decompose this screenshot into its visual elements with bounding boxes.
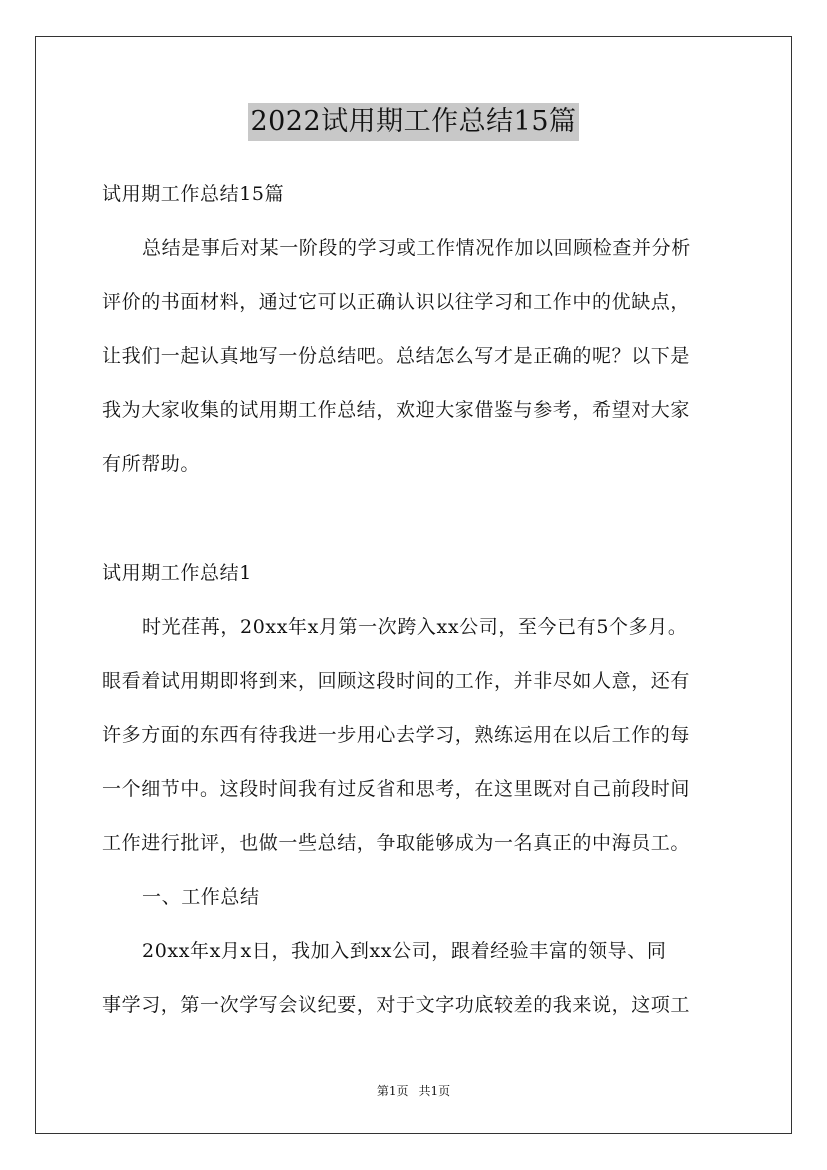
paragraph-line: 评价的书面材料，通过它可以正确认识以往学习和工作中的优缺点，: [102, 291, 691, 313]
paragraph-line: 事学习，第一次学写会议纪要，对于文字功底较差的我来说，这项工: [102, 994, 691, 1016]
paragraph-line: 时光荏苒，20xx年x月第一次跨入xx公司，至今已有5个多月。: [142, 616, 688, 638]
paragraph-line: 眼看着试用期即将到来，回顾这段时间的工作，并非尽如人意，还有: [102, 670, 691, 692]
paragraph-line: 让我们一起认真地写一份总结吧。总结怎么写才是正确的呢？以下是: [102, 345, 691, 367]
paragraph-line: 许多方面的东西有待我进一步用心去学习，熟练运用在以后工作的每: [102, 724, 691, 746]
page-total: 共1页: [418, 1084, 451, 1098]
paragraph-line: 一个细节中。这段时间我有过反省和思考，在这里既对自己前段时间: [102, 778, 691, 800]
page-number: 第1页: [376, 1084, 409, 1098]
title-container: [0, 103, 827, 141]
paragraph-line: 有所帮助。: [102, 453, 201, 475]
paragraph-line: 工作进行批评，也做一些总结，争取能够成为一名真正的中海员工。: [102, 832, 691, 854]
section-heading: 试用期工作总结15篇: [102, 183, 285, 205]
paragraph-line: 总结是事后对某一阶段的学习或工作情况作加以回顾检查并分析: [142, 237, 691, 259]
paragraph-line: 我为大家收集的试用期工作总结，欢迎大家借鉴与参考，希望对大家: [102, 399, 691, 421]
section-heading: 试用期工作总结1: [102, 562, 252, 584]
subsection-heading: 一、工作总结: [142, 886, 260, 908]
page-footer: [0, 1083, 827, 1099]
paragraph-line: 20xx年x月x日，我加入到xx公司，跟着经验丰富的领导、同: [142, 940, 667, 962]
document-title: 2022试用期工作总结15篇: [248, 103, 578, 141]
